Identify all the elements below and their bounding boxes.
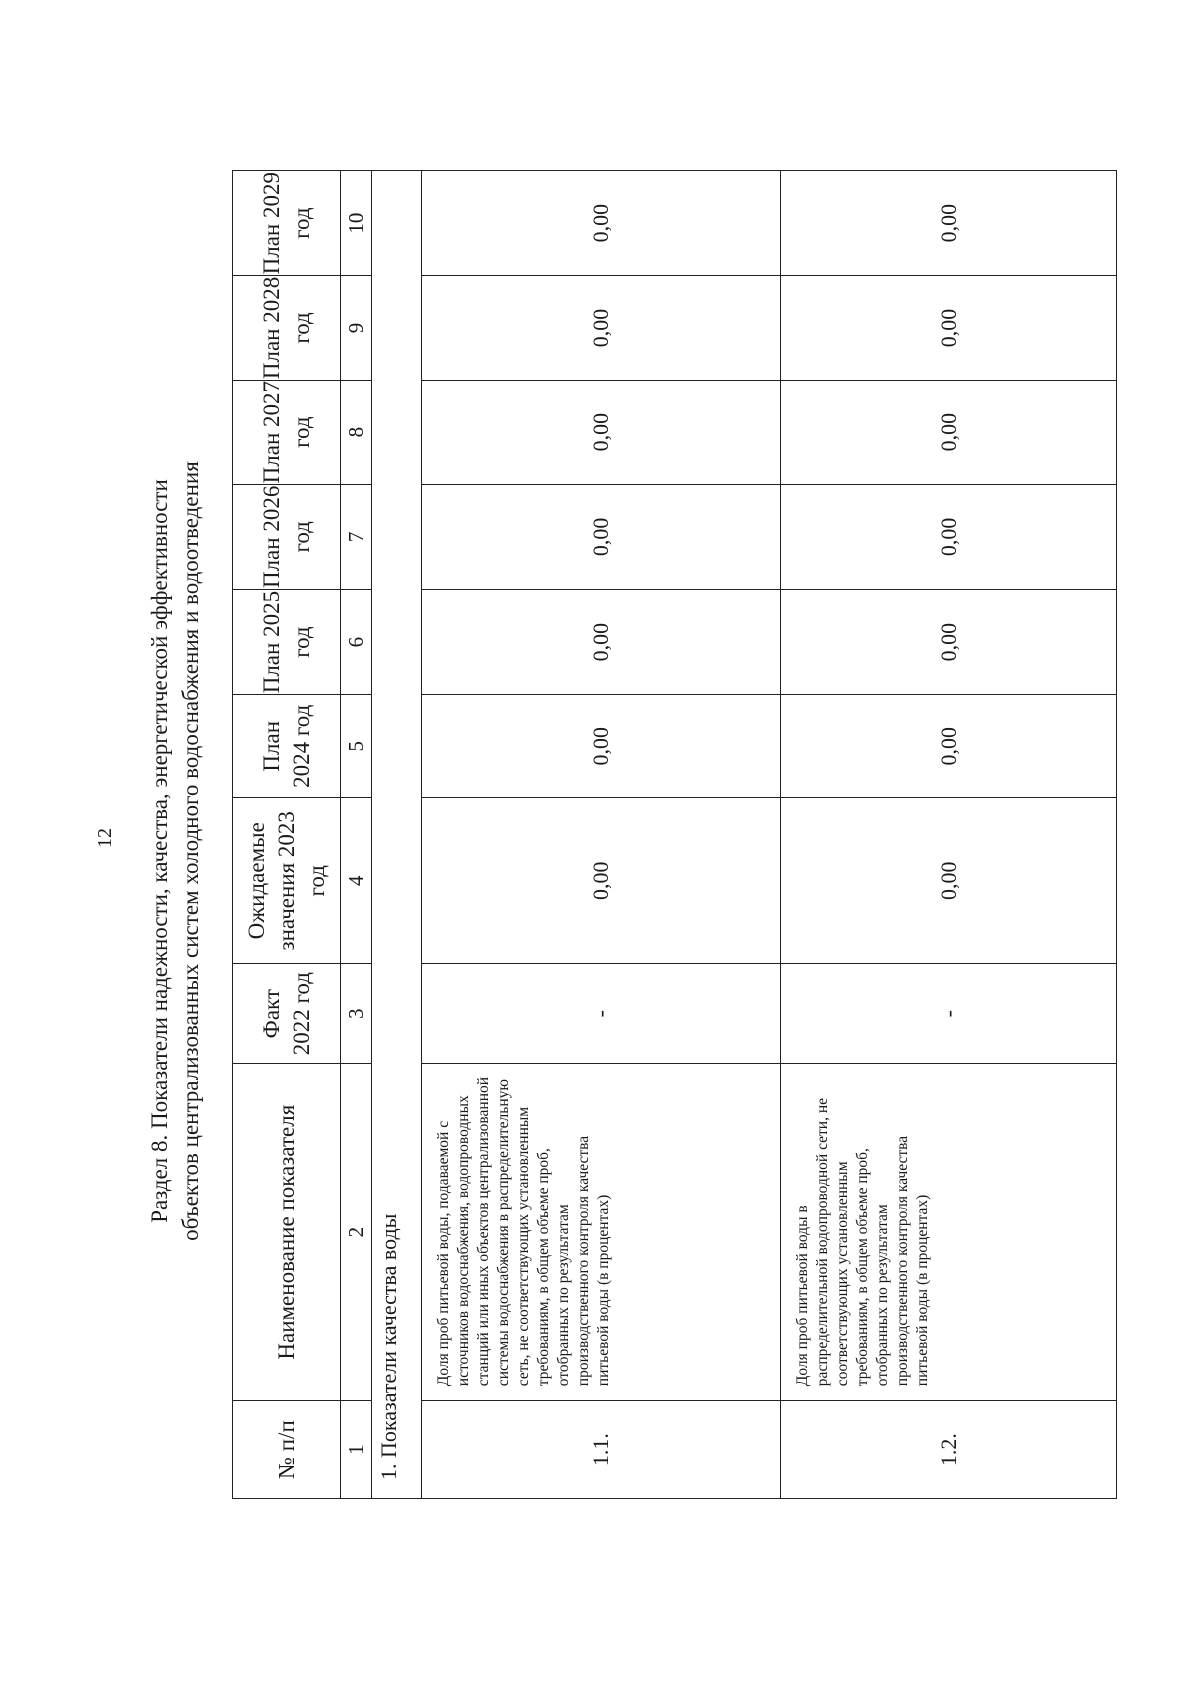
value-cell: 0,00 — [781, 798, 1117, 964]
column-number-cell: 8 — [341, 380, 372, 484]
value-cell: 0,00 — [422, 695, 781, 798]
value-cell: 0,00 — [422, 589, 781, 694]
table-row — [422, 171, 781, 1499]
indicator-name: Доля проб питьевой воды в распределительной водопроводной сети, не соответствующих установленным требованиям, в общем объеме проб, отобранных по результатам производственного контроля качества питьевой воды (в процентах) — [781, 1064, 1117, 1401]
section-title-line-2: объектов централизованных систем холодного водоснабжения и водоотведения — [178, 461, 203, 1241]
section-row — [372, 171, 422, 1499]
row-number: 1.1. — [422, 1401, 781, 1499]
value-cell: 0,00 — [781, 276, 1117, 380]
table-row — [781, 171, 1117, 1499]
header-cell: План 2024 год — [233, 695, 341, 798]
value-cell: 0,00 — [781, 589, 1117, 694]
column-number-cell: 1 — [341, 1401, 372, 1499]
section-title — [144, 301, 206, 1401]
header-cell: Наименование показателя — [233, 1064, 341, 1401]
column-number-cell: 10 — [341, 171, 372, 276]
header-cell: № п/п — [233, 1401, 341, 1499]
value-cell: 0,00 — [781, 484, 1117, 589]
value-cell: - — [422, 964, 781, 1064]
column-number-cell: 9 — [341, 276, 372, 380]
header-cell: Ожидаемые значения 2023 год — [233, 798, 341, 964]
row-number: 1.2. — [781, 1401, 1117, 1499]
value-cell: 0,00 — [422, 171, 781, 276]
section-heading: 1. Показатели качества воды — [372, 171, 422, 1499]
header-row — [233, 171, 341, 1499]
value-cell: 0,00 — [422, 380, 781, 484]
value-cell: 0,00 — [781, 695, 1117, 798]
page-number: 12 — [93, 828, 116, 848]
column-number-row — [341, 171, 372, 1499]
value-cell: - — [781, 964, 1117, 1064]
header-cell: План 2026 год — [233, 484, 341, 589]
column-number-cell: 2 — [341, 1064, 372, 1401]
value-cell: 0,00 — [781, 171, 1117, 276]
value-cell: 0,00 — [422, 484, 781, 589]
column-number-cell: 4 — [341, 798, 372, 964]
value-cell: 0,00 — [781, 380, 1117, 484]
header-cell: План 2029 год — [233, 171, 341, 276]
value-cell: 0,00 — [422, 798, 781, 964]
column-number-cell: 7 — [341, 484, 372, 589]
header-cell: Факт 2022 год — [233, 964, 341, 1064]
header-cell: План 2025 год — [233, 589, 341, 694]
indicator-name: Доля проб питьевой воды, подаваемой с источников водоснабжения, водопроводных станций или иных объектов централизованной системы водоснабжения в распределительную сеть, не соответствующих установленным требованиям, в общем объеме проб, отобранных по результатам производственного контроля качества питьевой воды (в процентах) — [422, 1064, 781, 1401]
header-cell: План 2028 год — [233, 276, 341, 380]
indicators-table — [232, 170, 1117, 1499]
header-cell: План 2027 год — [233, 380, 341, 484]
section-title-line-1: Раздел 8. Показатели надежности, качества, энергетической эффективности — [147, 479, 172, 1223]
column-number-cell: 3 — [341, 964, 372, 1064]
column-number-cell: 5 — [341, 695, 372, 798]
column-number-cell: 6 — [341, 589, 372, 694]
value-cell: 0,00 — [422, 276, 781, 380]
